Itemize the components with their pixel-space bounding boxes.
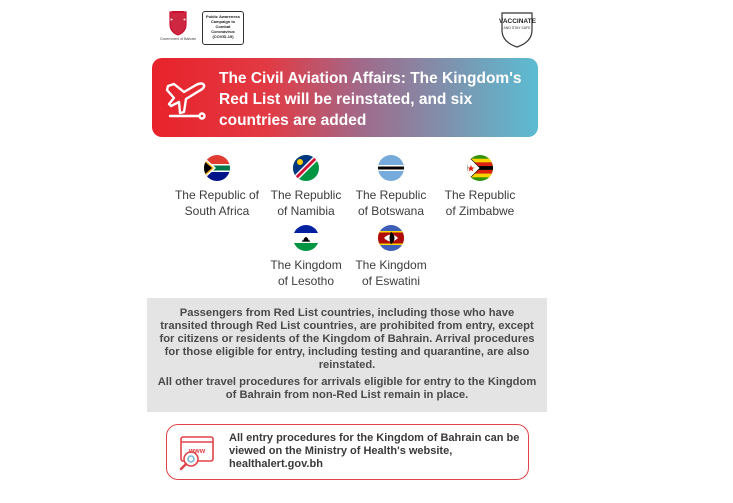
zimbabwe-flag-icon xyxy=(467,155,493,181)
gov-caption: Government of Bahrain xyxy=(160,37,197,41)
info-paragraph-2: All other travel procedures for arrivals eligible for entry to the Kingdom of Bahrain from non-Red List remain in place. xyxy=(157,376,537,401)
country-zimbabwe xyxy=(430,155,530,219)
country-name-line2: of Botswana xyxy=(357,204,425,218)
info-paragraph-1: Passengers from Red List countries, including those who have transited through Red List countries, are prohibited from entry, except for citizens or residents of the Kingdom of Bahrain. Arrival procedures for those eligible for entry, including testing and quarantine, are also reinstated. xyxy=(159,307,535,371)
lesotho-flag-icon xyxy=(293,225,319,251)
country-botswana xyxy=(341,155,441,219)
vaccinate-badge xyxy=(499,10,535,48)
namibia-flag-icon xyxy=(293,155,319,181)
country-eswatini xyxy=(341,225,441,289)
country-name-line2: of Namibia xyxy=(277,204,335,218)
country-name-line2: South Africa xyxy=(184,204,250,218)
botswana-flag-icon xyxy=(378,155,404,181)
country-name-line1: The Republic xyxy=(444,188,516,202)
airplane-icon xyxy=(162,72,212,122)
country-name-line1: The Republic xyxy=(355,188,427,202)
banner-title: The Civil Aviation Affairs: The Kingdom's Red List will be reinstated, and six countries are added xyxy=(219,70,522,129)
eswatini-flag-icon xyxy=(378,225,404,251)
country-name-line2: of Lesotho xyxy=(277,274,335,288)
country-south-africa xyxy=(167,155,267,219)
vaccinate-title: VACCINATE xyxy=(499,18,536,25)
south-africa-flag-icon xyxy=(204,155,230,181)
campaign-logo: Public Awareness Campaign to Combat Coronavirus (COVID-19) xyxy=(202,11,244,45)
bahrain-emblem-icon xyxy=(160,10,196,46)
www-search-icon xyxy=(177,433,217,473)
www-label: www xyxy=(188,448,206,455)
country-name-line1: The Kingdom xyxy=(270,258,342,272)
header xyxy=(0,8,733,48)
vaccinate-subtitle: AND STAY SAFE xyxy=(503,26,531,30)
info-box xyxy=(147,298,547,412)
country-name-line1: The Republic xyxy=(270,188,342,202)
website-text: All entry procedures for the Kingdom of Bahrain can be viewed on the Ministry of Health's website, healthalert.gov.bh xyxy=(229,432,520,470)
country-list xyxy=(0,150,733,290)
title-banner xyxy=(152,58,538,137)
country-name-line2: of Eswatini xyxy=(361,274,421,288)
country-name-line2: of Zimbabwe xyxy=(445,204,515,218)
website-notice xyxy=(166,424,529,480)
country-name-line1: The Republic of xyxy=(174,188,260,202)
country-name-line1: The Kingdom xyxy=(355,258,427,272)
